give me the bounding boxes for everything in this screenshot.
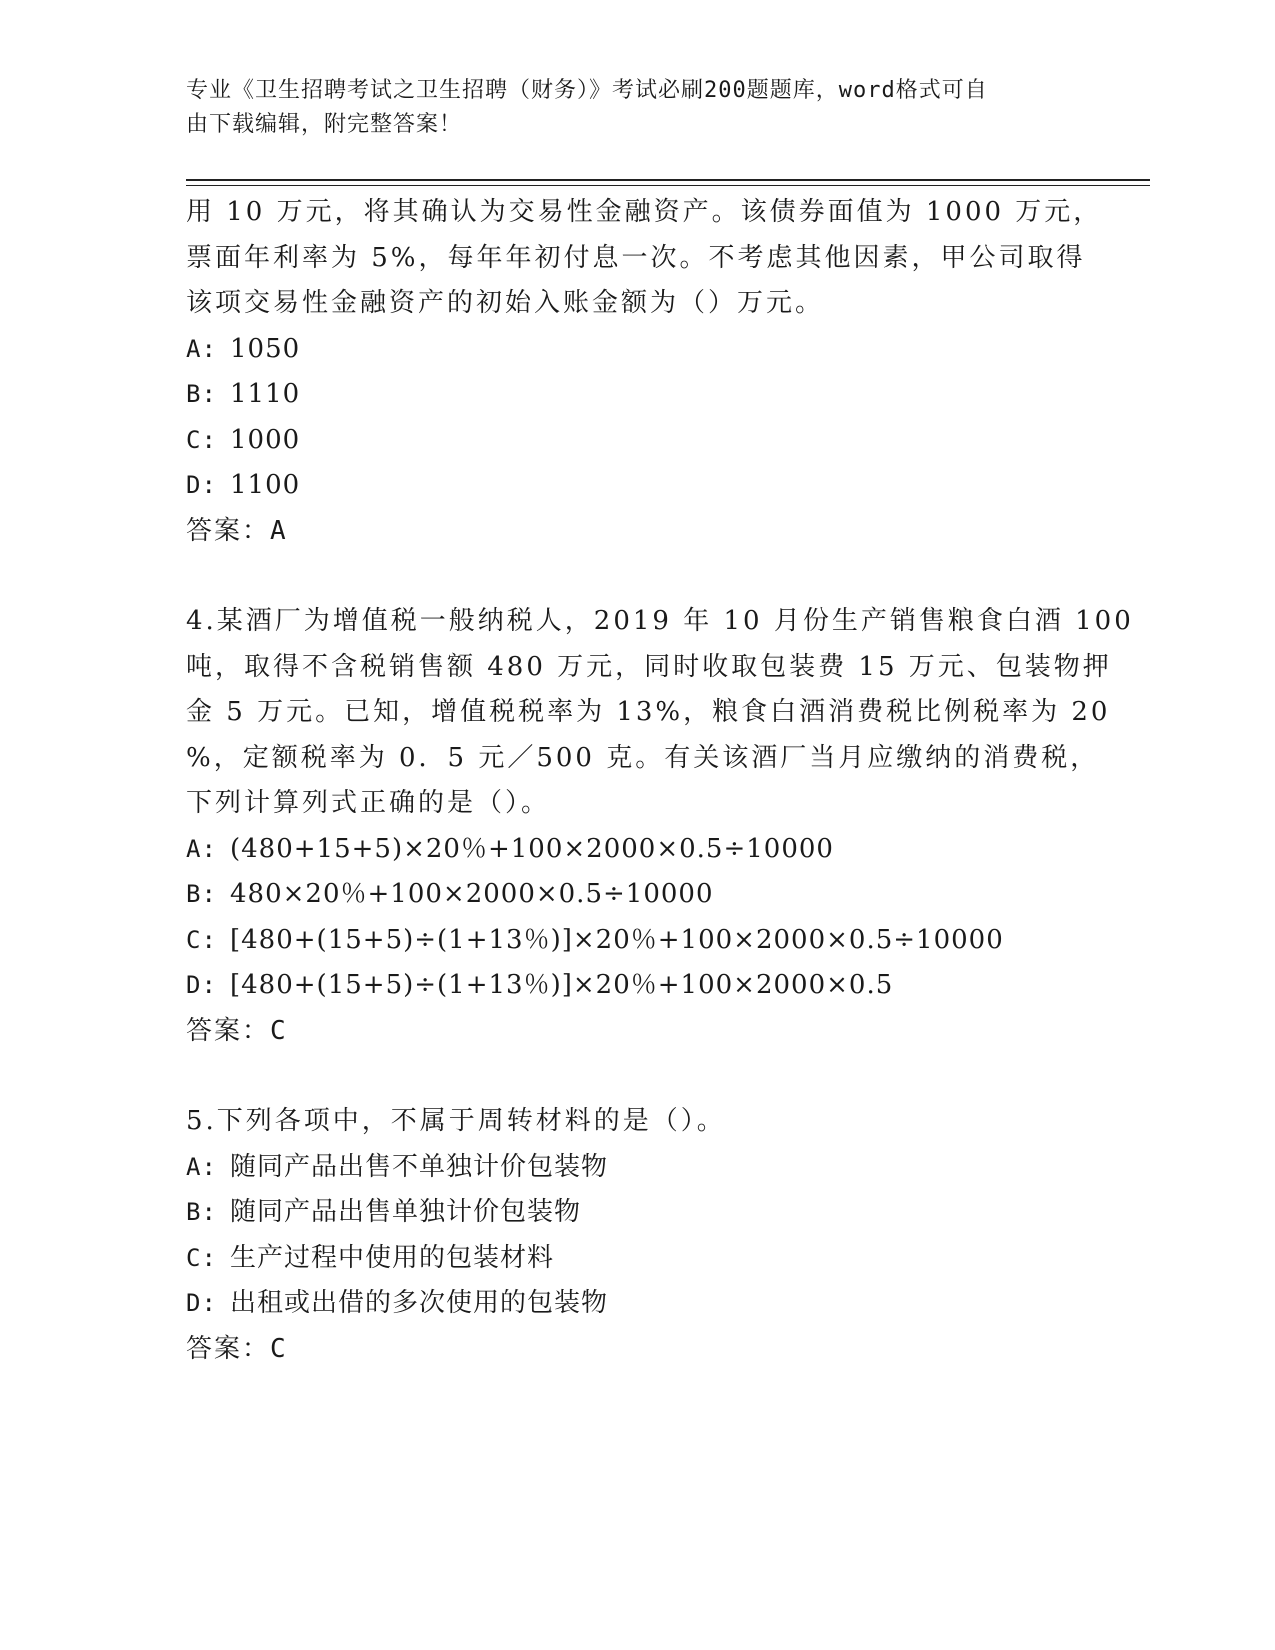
option-label: A: <box>186 834 217 863</box>
answer-line: 答案：A <box>186 515 288 546</box>
question-text-line: 该项交易性金融资产的初始入账金额为（）万元。 <box>186 288 825 318</box>
question-text-line: 下列计算列式正确的是（）。 <box>186 788 551 818</box>
option-text: 1000 <box>230 424 301 455</box>
option-b <box>186 872 1086 918</box>
option-text: 随同产品出售单独计价包装物 <box>230 1197 582 1227</box>
option-label: C: <box>186 925 217 954</box>
option-label: C: <box>186 425 217 454</box>
option-text: 生产过程中使用的包装材料 <box>230 1242 555 1273</box>
option-text: 出租或出借的多次使用的包装物 <box>230 1288 609 1318</box>
option-text: (480+15+5)×20％+100×2000×0.5÷10000 <box>230 833 834 864</box>
option-text: 1110 <box>230 379 301 409</box>
option-label: C: <box>186 1243 217 1272</box>
option-text: 1100 <box>230 470 301 500</box>
header-divider-thin <box>186 185 1150 186</box>
header-line-1: 专业《卫生招聘考试之卫生招聘（财务）》考试必刷200题题库，word格式可自 <box>186 78 988 103</box>
option-text: 随同产品出售不单独计价包装物 <box>230 1151 609 1182</box>
question-3 <box>186 190 1103 554</box>
option-label: B: <box>186 1198 217 1226</box>
answer-line: 答案：C <box>186 1015 288 1046</box>
question-text-line: 4.某酒厂为增值税一般纳税人，2019 年 10 月份生产销售粮食白酒 100 <box>186 606 1134 636</box>
option-text: [480+(15+5)÷(1+13％)]×20％+100×2000×0.5 <box>230 970 894 1000</box>
option-d <box>186 1281 1086 1327</box>
spacer <box>186 1054 1086 1099</box>
option-d <box>186 463 1086 509</box>
answer-line: 答案：C <box>186 1333 288 1364</box>
question-4 <box>186 599 1134 1054</box>
header-divider-thick <box>186 179 1150 181</box>
option-label: D: <box>186 971 217 999</box>
question-text-line: 用 10 万元，将其确认为交易性金融资产。该债券面值为 1000 万元， <box>186 197 1103 227</box>
option-label: A: <box>186 334 217 363</box>
option-d <box>186 963 1086 1009</box>
option-a <box>186 1145 1086 1191</box>
option-label: A: <box>186 1152 217 1181</box>
option-a <box>186 827 1086 873</box>
option-text: [480+(15+5)÷(1+13％)]×20％+100×2000×0.5÷10000 <box>230 924 1004 955</box>
option-c <box>186 418 1086 464</box>
option-text: 1050 <box>230 333 301 364</box>
option-c <box>186 1236 1086 1282</box>
option-label: B: <box>186 380 217 408</box>
question-text-line: 票面年利率为 5%，每年年初付息一次。不考虑其他因素，甲公司取得 <box>186 242 1086 273</box>
option-b <box>186 372 1086 418</box>
question-text-line: 吨，取得不含税销售额 480 万元，同时收取包装费 15 万元、包装物押 <box>186 651 1112 682</box>
spacer <box>186 554 1086 599</box>
option-label: D: <box>186 1289 217 1317</box>
question-content <box>186 190 1134 1372</box>
question-text-line: 5.下列各项中，不属于周转材料的是（）。 <box>186 1106 726 1136</box>
option-a <box>186 327 1086 373</box>
option-label: D: <box>186 471 217 499</box>
option-text: 480×20％+100×2000×0.5÷10000 <box>230 879 714 909</box>
question-text-line: %，定额税率为 0．5 元／500 克。有关该酒厂当月应缴纳的消费税， <box>186 742 1100 773</box>
option-b <box>186 1190 1086 1236</box>
question-5 <box>186 1099 1086 1372</box>
document-header <box>186 74 1066 142</box>
option-label: B: <box>186 880 217 908</box>
header-line-2: 由下载编辑，附完整答案！ <box>186 112 463 137</box>
option-c <box>186 918 1086 964</box>
question-text-line: 金 5 万元。已知，增值税税率为 13%，粮食白酒消费税比例税率为 20 <box>186 697 1111 727</box>
